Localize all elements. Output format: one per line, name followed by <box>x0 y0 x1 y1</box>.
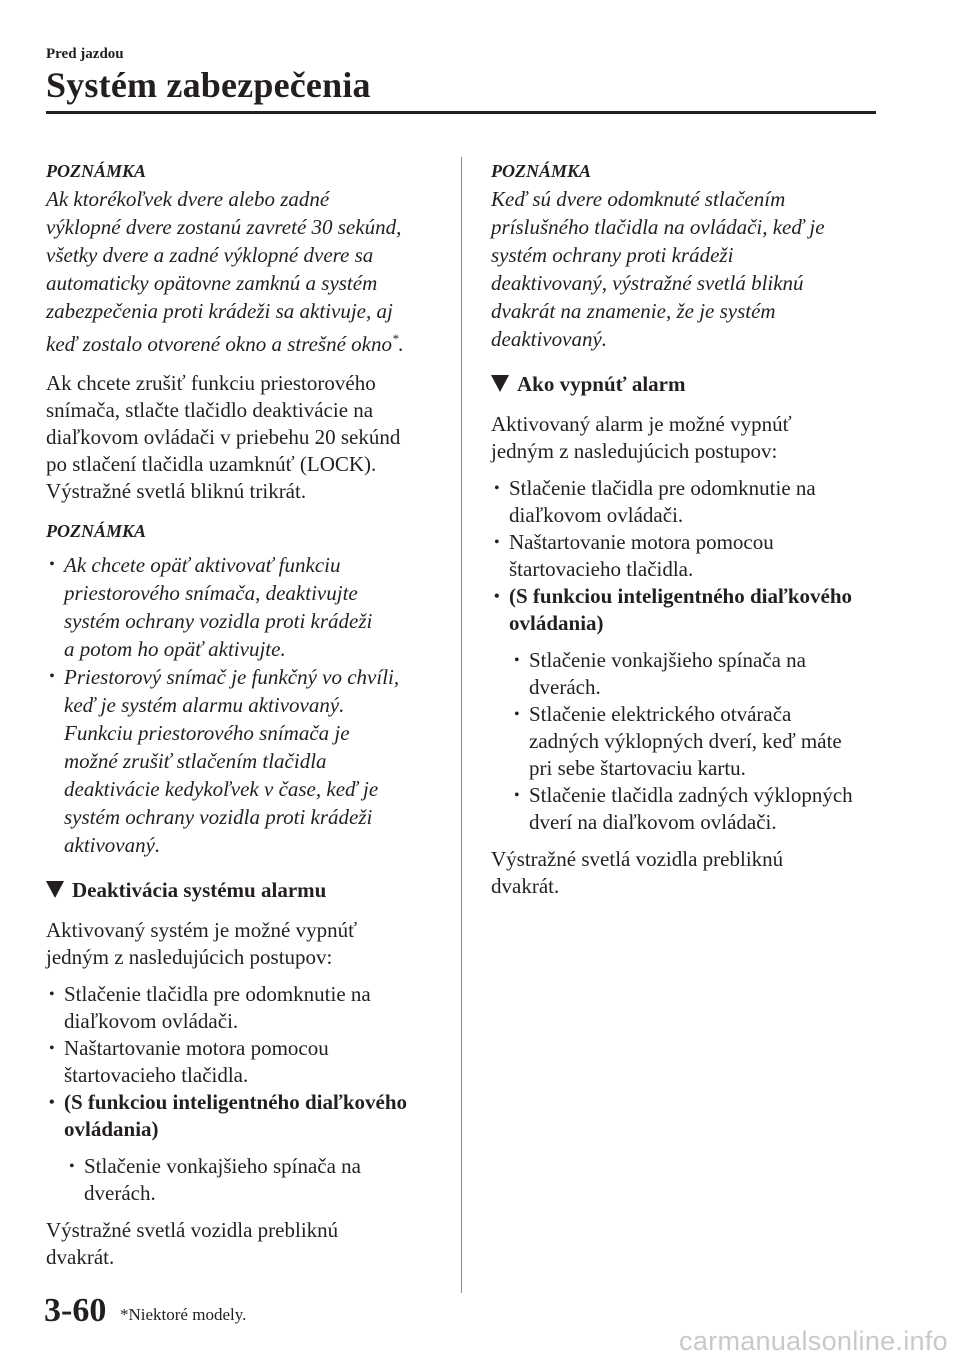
sub-list-item: • Stlačenie elektrického otvárača zadných výklopných dverí, keď máte pri sebe štartovaciu kartu. <box>514 702 842 780</box>
note-bullet: • Ak chcete opäť aktivovať funkciu priestorového snímača, deaktivujte systém ochrany vozidla proti krádeži a potom ho opäť aktivujte. <box>49 553 373 661</box>
list-item: • (S funkciou inteligentného diaľkového ovládania) <box>494 584 852 635</box>
sub-list-item: • Stlačenie tlačidla zadných výklopných dverí na diaľkovom ovládači. <box>514 783 853 834</box>
list-item: • Naštartovanie motora pomocou štartovacieho tlačidla. <box>494 530 774 581</box>
sub-list-item: • Stlačenie vonkajšieho spínača na dverách. <box>514 648 806 699</box>
list-item: • Stlačenie tlačidla pre odomknutie na diaľkovom ovládači. <box>49 982 371 1033</box>
page-title: Systém zabezpečenia <box>46 65 371 105</box>
note-heading: POZNÁMKA <box>46 161 147 181</box>
sub-list-item: • Stlačenie vonkajšieho spínača na dverách. <box>69 1154 361 1205</box>
right-column <box>491 157 883 900</box>
paragraph: Aktivovaný alarm je možné vypnúť jedným z nasledujúcich postupov: <box>491 412 792 463</box>
paragraph: Výstražné svetlá vozidla prebliknú dvakrát. <box>491 847 784 898</box>
column-divider <box>461 157 462 1293</box>
paragraph: Výstražné svetlá vozidla prebliknú dvakrát. <box>46 1218 339 1269</box>
note-text: Keď sú dvere odomknuté stlačením príslušného tlačidla na ovládači, keď je systém ochrany proti krádeži deaktivovaný, výstražné svetlá bliknú dvakrát na znamenie, že je systém deaktivovaný. <box>491 187 825 351</box>
list-item: • Naštartovanie motora pomocou štartovacieho tlačidla. <box>49 1036 329 1087</box>
section-label: Pred jazdou <box>46 46 124 62</box>
triangle-marker-icon <box>46 881 64 898</box>
paragraph: Aktivovaný systém je možné vypnúť jedným z nasledujúcich postupov: <box>46 918 358 969</box>
section-heading: Ako vypnúť alarm <box>491 369 883 399</box>
left-column <box>46 157 438 1271</box>
list-item: • (S funkciou inteligentného diaľkového ovládania) <box>49 1090 407 1141</box>
paragraph: Ak chcete zrušiť funkciu priestorového snímača, stlačte tlačidlo deaktivácie na diaľkovom ovládači v priebehu 20 sekúnd po stlačení tlačidla uzamknúť (LOCK). Výstražné svetlá bliknú trikrát. <box>46 371 401 503</box>
footnote: *Niektoré modely. <box>120 1305 247 1324</box>
title-rule <box>46 111 876 114</box>
note-heading: POZNÁMKA <box>46 521 147 541</box>
note-text: Ak ktorékoľvek dvere alebo zadné výklopné dvere zostanú zavreté 30 sekúnd, všetky dvere a zadné výklopné dvere sa automaticky opätovne zamknú a systém zabezpečenia proti krádeži sa aktivuje, aj keď zostalo otvorené okno a strešné okno*. <box>46 187 404 356</box>
note-bullet: • Priestorový snímač je funkčný vo chvíli, keď je systém alarmu aktivovaný. Funkciu priestorového snímača je možné zrušiť stlačením tlačidla deaktivácie kedykoľvek v čase, keď je systém ochrany vozidla proti krádeži aktivovaný. <box>49 665 400 857</box>
footnote-star: * <box>391 331 399 346</box>
note-heading: POZNÁMKA <box>491 161 592 181</box>
section-heading: Deaktivácia systému alarmu <box>46 875 438 905</box>
triangle-marker-icon <box>491 375 509 392</box>
watermark: carmanualsonline.info <box>679 1326 948 1356</box>
list-item: • Stlačenie tlačidla pre odomknutie na diaľkovom ovládači. <box>494 476 816 527</box>
page-number: 3-60 <box>44 1292 107 1329</box>
